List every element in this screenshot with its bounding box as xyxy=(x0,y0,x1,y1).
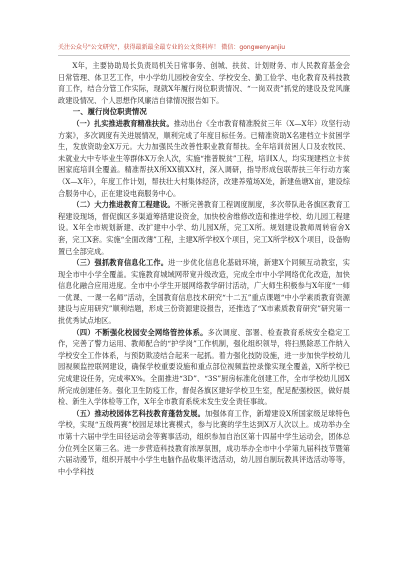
subheading-4: （四）不断强化校园安全网络管控体系。 xyxy=(72,327,208,337)
subheading-2: （二）大力推进教育工程建设。 xyxy=(72,200,175,210)
header-banner: 关注公众号"公文研究"，获得最新最全最专业的公文资料库！ 微信：gongwenyanjiu xyxy=(58,44,286,51)
paragraph-4 xyxy=(58,327,350,408)
paragraph-1 xyxy=(58,118,350,199)
paragraph-2-text: 不断完善教育工程调度制度，多次带队赴各旗区教育工程建设现场，督促旗区多渠道筹措建设资金，加快校舍维修改造和推进学校、幼儿园工程建设。X年全市规划新建、改扩建中小学、幼儿园X所，完工X所。规划建设教师周转宿舍X套，完工X套。实施“全面改薄”工程，主建X所学校X个项目，完工X所学校X个项目，设备购置已全部完成。 xyxy=(58,200,350,256)
paragraph-4-text: 多次调度、部署、检查教育系统安全稳定工作，完善了警力运用、教师配合的“护学岗”工作机制，强化组织领导，将扫黑除恶工作纳入学校安全工作体系，与预防欺凌结合起来一起抓。着力强化技防设施，进一步加快学校幼儿园视频监控联网建设，确保学校重要设施和重点部位视频监控录像实现全覆盖，X所学校已完成建设任务，完成率X%。全面推进“3D”、“3S”厨房标准化创建工作，全市学校幼儿园X所完成创建任务。强化卫生防疫工作，督促各旗区建好学校卫生室，配足配强校医，做好晨检、新生入学体检等工作，X年全市教育系统未发生安全责任事故。 xyxy=(58,327,350,407)
paragraph-3 xyxy=(58,257,350,327)
paragraph-3-text: 进一步优化信息化基础环境，新建X个同频互动教室，实现全市中小学全覆盖。实施教育城域网带宽升级改造，完成全市中小学网络优化改造，加快信息化融合应用进度。全市中小学生开展网络教学研讨活动，广大师生积极参与X年度“一师一优课、一课一名师”活动，全国教育信息技术研究“十二五”重点课题“中小学素质教育资源建设与应用研究”顺利结题，形成三份资源建设报告，还推选了“X市素质教育研究”研究第一批优秀试点地区。 xyxy=(58,258,350,326)
paragraph-5-text: 加强体育工作，新增建设X所国家级足球特色学校，实现“五级两赛”校园足球比赛模式，参与比赛的学生达到X万人次以上。成功举办全市第十六届中学生田径运动会等赛事活动，组织参加自治区第十四届中学生运动会，团体总分位列全区第三名。进一步营造科技教育浓厚氛围，成功举办全市中小学第九届科技节暨第六届动漫节，组织开展中小学生电脑作品收集评选活动，幼儿园自制玩教具评选活动等等，中小学科技 xyxy=(58,408,350,476)
paragraph-5 xyxy=(58,408,350,478)
paragraph-2 xyxy=(58,199,350,257)
intro-paragraph: X年，主要协助局长负责局机关日常事务、创城、扶贫、计划财务、市人民教育基金会日常管理、体卫艺工作，中小学幼儿园校舍安全、学校安全、勤工俭学、电化教育及科技教育工作，结合分管工作实际，现就X年履行岗位职责情况、“一岗双责”抓党的建设及党风廉政建设情况、个人思想作风廉洁自律情况报告如下。 xyxy=(58,61,350,105)
header-divider xyxy=(58,55,350,56)
section-heading: 一、履行岗位职责情况 xyxy=(72,107,147,117)
subheading-3: （三）强抓教育信息化工作。 xyxy=(72,258,169,268)
subheading-1: （一）扎实推进教育精准扶贫。 xyxy=(72,118,174,128)
subheading-5: （五）推动校园体艺科技教育蓬勃发展。 xyxy=(72,408,205,418)
paragraph-1-text: 推动出台《全市教育精准脱贫三年（X—X年）攻坚行动方案》，多次调度有关进展情况，顺利完成了年度目标任务。已精准资助X名建档立卡贫困学生，发放资助金X万元。大力加强民生改善性职业教育帮扶。全年培训贫困人口及农牧民、未就业大中专毕业生等群体X万余人次，实施“推普脱贫”工程，培训X人，均实现建档立卡贫困家庭培训全覆盖。精准帮扶X所XX镇XX村，深入调研，指导形成包联帮扶三年行动方案（X—X年），年度工作计划，帮扶壮大村集体经济，改建养殖场X处，新建鱼塘X亩，建设综合服务中心，正在建设电商服务中心。 xyxy=(58,118,350,198)
document-body xyxy=(58,60,350,560)
